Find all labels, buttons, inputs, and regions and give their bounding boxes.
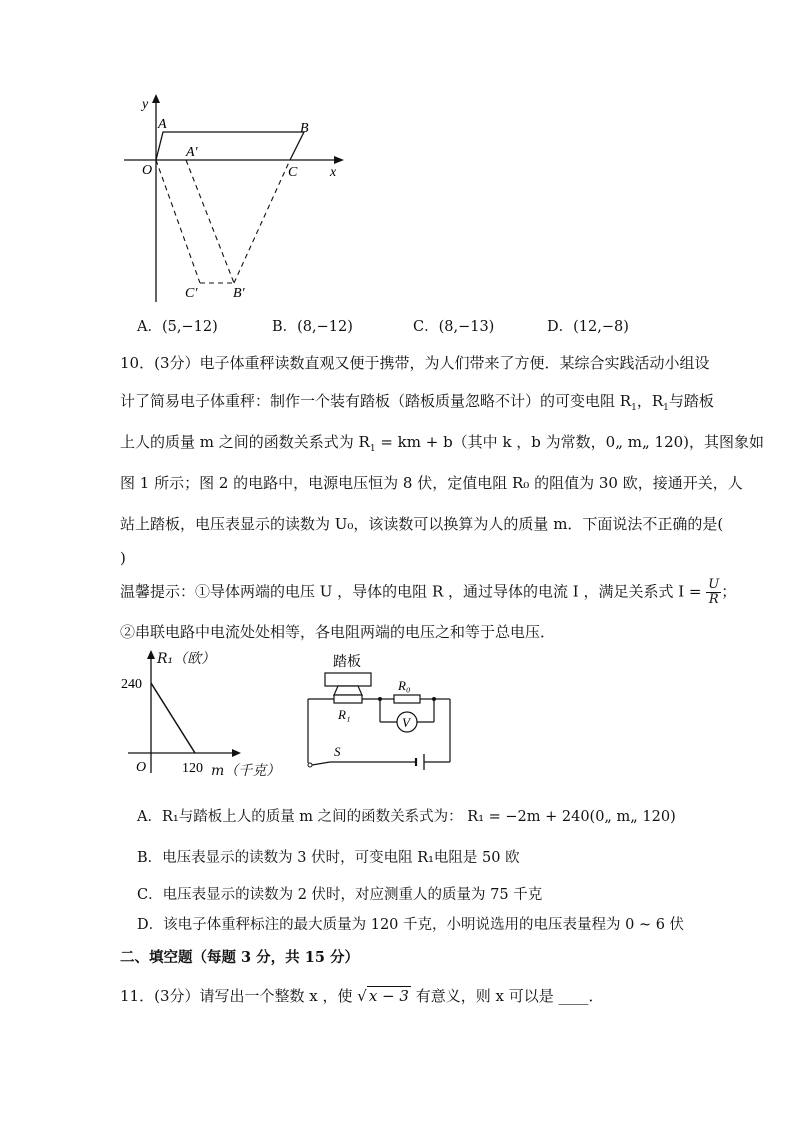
label-O: O (142, 163, 153, 178)
label-C: C (288, 165, 298, 180)
q9-option-a: A．(5,−12) (137, 319, 218, 335)
parallelogram-OABC (156, 132, 304, 160)
fig1-x-tick: 120 (182, 761, 203, 775)
pedal-support (334, 686, 362, 695)
q10-option-c: C．电压表显示的读数为 2 伏时，对应测重人的质量为 75 千克 (137, 887, 543, 903)
q9-option-c: C．(8,−13) (413, 319, 495, 335)
switch-pivot (308, 763, 312, 767)
pedal-board (325, 673, 371, 686)
label-S: S (334, 744, 341, 759)
label-A: A (158, 117, 167, 132)
fig1-origin: O (136, 760, 147, 775)
q11-sqrt: x − 3 (368, 987, 409, 1005)
switch-S (312, 762, 330, 765)
q10-line1: 10．(3分）电子体重秤读数直观又便于携带，为人们带来了方便．某综合实践活动小组设 (120, 354, 710, 372)
fig1-x-arrow (232, 749, 241, 757)
label-pedal: 踏板 (333, 655, 361, 670)
label-B-prime: B′ (233, 286, 245, 301)
translated-parallelogram (156, 160, 290, 283)
label-V: V (402, 715, 410, 730)
q10-option-b: B．电压表显示的读数为 3 伏时，可变电阻 R₁电阻是 50 欧 (137, 850, 520, 866)
x-axis-arrow (334, 156, 344, 164)
fig1-y-arrow (147, 650, 155, 659)
q10-line5: 站上踏板，电压表显示的读数为 U₀，该读数可以换算为人的质量 m．下面说法不正确的是( (120, 515, 724, 533)
y-axis-arrow (152, 94, 160, 103)
q9-option-d: D．(12,−8) (547, 319, 629, 335)
fig1-x-label: m（千克） (211, 763, 281, 779)
fig1-line (151, 683, 195, 753)
q10-tip2: ②串联电路中电流处处相等，各电阻两端的电压之和等于总电压． (120, 623, 556, 641)
q10-line3: 上人的质量 m 之间的函数关系式为 $R_1$ = km + b（其中 k ，b 为常数，0„ m„ 120)，其图象如 (120, 433, 765, 454)
q10-line6: ) (120, 549, 126, 567)
resistor-R1 (334, 695, 362, 703)
label-x: x (330, 165, 337, 180)
label-R0: R₀ (398, 678, 411, 693)
label-A-prime: A′ (186, 145, 198, 160)
q9-option-b: B．(8,−12) (272, 319, 353, 335)
q11: 11．(3分）请写出一个整数 x ，使 √ x − 3 有意义，则 x 可以是 ____． (120, 987, 604, 1005)
resistor-R0 (394, 695, 420, 703)
circuit-figure-2 (300, 650, 460, 775)
label-B: B (300, 121, 309, 136)
label-y: y (142, 97, 149, 112)
q10-option-a: A．R₁与踏板上人的质量 m 之间的函数关系式为： R₁ = −2m + 240(0„ m„ 120) (137, 809, 676, 825)
q10-tip1: 温馨提示：①导体两端的电压 U ，导体的电阻 R ，通过导体的电流 I ，满足关系式 I = $\frac{U}{R}$ ； (120, 577, 737, 607)
parallelogram-figure (120, 90, 360, 310)
ohm-law-fraction: $\frac{U}{R}$ (708, 577, 720, 607)
q10-option-d: D．该电子体重秤标注的最大质量为 120 千克，小明说选用的电压表量程为 0 ~ 6 伏 (137, 917, 685, 933)
q10-line4: 图 1 所示；图 2 的电路中，电源电压恒为 8 伏，定值电阻 R₀ 的阻值为 30 欧，接通开关，人 (120, 474, 743, 492)
label-C-prime: C′ (185, 286, 198, 301)
section-2-heading: 二、填空题（每题 3 分，共 15 分） (120, 949, 359, 966)
fig1-y-tick: 240 (121, 677, 142, 692)
fig1-y-label: R₁（欧） (157, 651, 216, 667)
q11-answer-blank[interactable]: ____ (558, 987, 589, 1005)
q10-line2: 计了简易电子体重秤：制作一个装有踏板（踏板质量忽略不计）的可变电阻 $R_1$，$R_1$与踏板 (120, 392, 714, 413)
label-R1: R₁ (338, 707, 351, 722)
